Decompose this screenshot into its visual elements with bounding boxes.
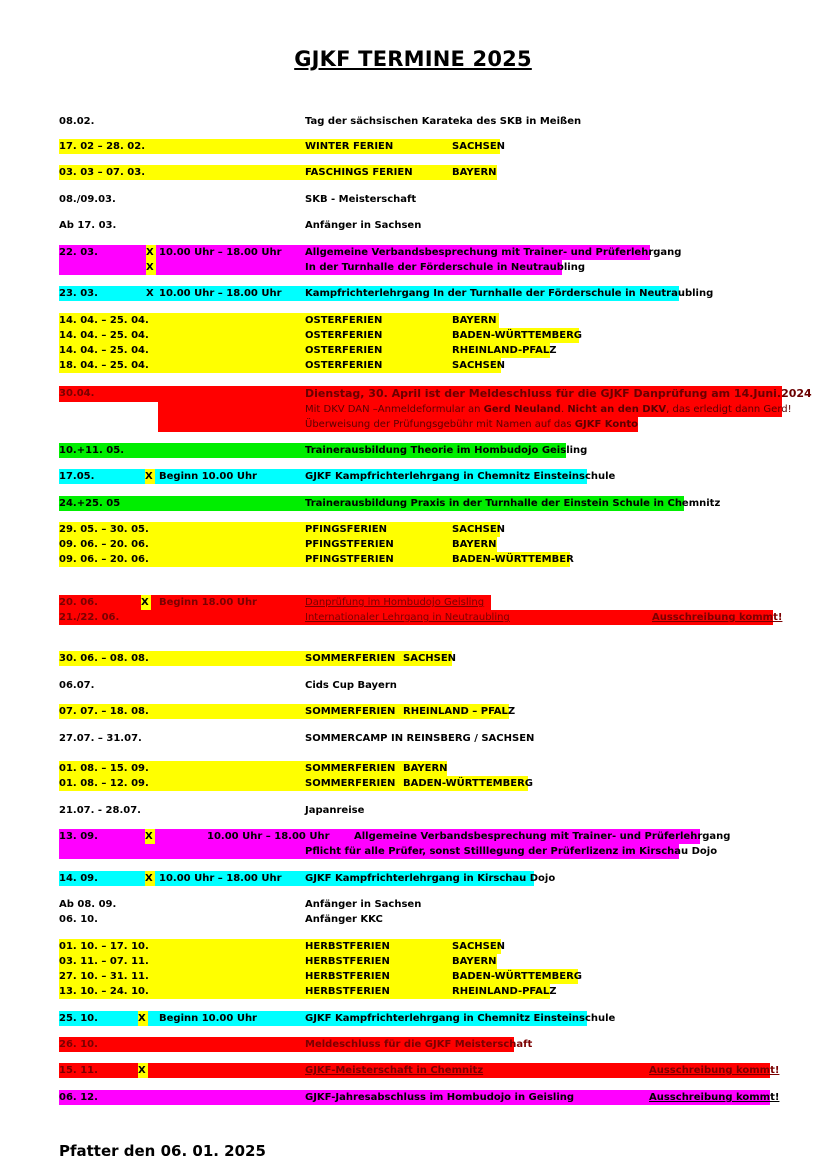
entry-region: BADEN-WÜRTTEMBER [452, 554, 574, 565]
entry-text-line [305, 417, 638, 432]
entry-text: OSTERFERIEN [305, 345, 383, 356]
entry-date: 08./09.03. [59, 194, 116, 205]
entry-text: Anfänger KKC [305, 914, 383, 925]
entry-text: HERBSTFERIEN [305, 971, 390, 982]
entry-region: SACHSEN [452, 360, 506, 371]
entry-note: Ausschreibung kommt! [652, 612, 783, 623]
entry-text: SOMMERFERIEN [305, 778, 396, 789]
entry-date: 01. 08. – 12. 09. [59, 778, 149, 789]
entry-text: HERBSTFERIEN [305, 941, 390, 952]
entry-date: 18. 04. – 25. 04. [59, 360, 149, 371]
entry-date: 27.07. – 31.07. [59, 733, 142, 744]
entry-text: OSTERFERIEN [305, 330, 383, 341]
entry-text: Anfänger in Sachsen [305, 899, 422, 910]
entry-text: OSTERFERIEN [305, 360, 383, 371]
entry-text: Tag der sächsischen Karateka des SKB in Meißen [305, 116, 582, 127]
entry-text-part: Nicht an den DKV [567, 404, 667, 415]
entry-date: 17.05. [59, 471, 95, 482]
entry-text-part: Überweisung der Prüfungsgebühr mit Namen auf das [305, 419, 575, 430]
entry-time: Beginn 10.00 Uhr [159, 1013, 257, 1024]
entry-region: BAYERN [452, 539, 497, 550]
entry-text: SOMMERFERIEN [305, 653, 396, 664]
entry-mark: X [141, 597, 149, 608]
entry-mark: X [145, 831, 153, 842]
entry-text: Kampfrichterlehrgang In der Turnhalle der Förderschule in Neutraubling [305, 288, 714, 299]
entry-date: 30. 06. – 08. 08. [59, 653, 149, 664]
entry-note: Ausschreibung kommt! [649, 1092, 780, 1103]
entry-date: 03. 03 – 07. 03. [59, 167, 145, 178]
entry-text: Trainerausbildung Praxis in der Turnhalle der Einstein Schule in Chemnitz [305, 498, 721, 509]
entry-text: PFINGSFERIEN [305, 524, 387, 535]
entry-text: SOMMERFERIEN [305, 763, 396, 774]
entry-text: Internationaler Lehrgang in Neutraubling [305, 612, 510, 623]
entry-text: Dienstag, 30. April ist der Meldeschluss für die GJKF Danprüfung am 14.Juni.2024 [305, 387, 812, 400]
entry-text: PFINGSTFERIEN [305, 539, 394, 550]
entry-region: BAYERN [452, 315, 497, 326]
entry-text: SOMMERCAMP IN REINSBERG / SACHSEN [305, 733, 535, 744]
entry-text-part: Gerd Neuland [483, 404, 561, 415]
entry-text-part: . [560, 404, 568, 415]
entry-text: GJKF Kampfrichterlehrgang in Chemnitz Einsteinschule [305, 1013, 616, 1024]
entry-text: Allgemeine Verbandsbesprechung mit Trainer- und Prüferlehrgang [354, 831, 731, 842]
entry-region: BAYERN [452, 956, 497, 967]
entry-text: OSTERFERIEN [305, 315, 383, 326]
entry-date: 09. 06. – 20. 06. [59, 539, 149, 550]
entry-date: 15. 11. [59, 1065, 98, 1076]
entry-note: Ausschreibung kommt! [649, 1065, 780, 1076]
entry-region: SACHSEN [452, 941, 506, 952]
entry-date: 06.07. [59, 680, 95, 691]
entry-text: Pflicht für alle Prüfer, sonst Stilllegung der Prüferlizenz im Kirschau Dojo [305, 846, 718, 857]
entry-mark: X [138, 1013, 146, 1024]
entry-text: Danprüfung im Hombudojo Geisling [305, 597, 485, 608]
entry-region: BAYERN [403, 763, 448, 774]
entry-text: Trainerausbildung Theorie im Hombudojo Geisling [305, 445, 588, 456]
entry-region: RHEINLAND – PFALZ [403, 706, 516, 717]
entry-date: 13. 10. – 24. 10. [59, 986, 149, 997]
entry-date: 13. 09. [59, 831, 98, 842]
entry-text: FASCHINGS FERIEN [305, 167, 413, 178]
entry-time: 10.00 Uhr – 18.00 Uhr [159, 247, 282, 258]
entry-date: 17. 02 – 28. 02. [59, 141, 145, 152]
entry-text: WINTER FERIEN [305, 141, 394, 152]
entry-region: RHEINLAND-PFALZ [452, 986, 557, 997]
entry-date: 08.02. [59, 116, 95, 127]
entry-date: 21./22. 06. [59, 612, 120, 623]
entry-mark: X [146, 262, 154, 273]
entry-region: SACHSEN [403, 653, 457, 664]
footer-date: Pfatter den 06. 01. 2025 [59, 1142, 266, 1160]
entry-time: 10.00 Uhr – 18.00 Uhr [159, 288, 282, 299]
page-title: GJKF TERMINE 2025 [294, 47, 532, 71]
entry-date: 14. 04. – 25. 04. [59, 345, 149, 356]
entry-date: 07. 07. – 18. 08. [59, 706, 149, 717]
entry-date: 27. 10. – 31. 11. [59, 971, 149, 982]
entry-text: SOMMERFERIEN [305, 706, 396, 717]
entry-text-part: Mit DKV DAN –Anmeldeformular an [305, 404, 484, 415]
entry-text: HERBSTFERIEN [305, 986, 390, 997]
entry-mark: X [146, 288, 154, 299]
entry-text: Cids Cup Bayern [305, 680, 397, 691]
entry-text: GJKF-Meisterschaft in Chemnitz [305, 1065, 484, 1076]
entry-text: Japanreise [305, 805, 365, 816]
entry-mark: X [145, 471, 153, 482]
entry-region: SACHSEN [452, 141, 506, 152]
entry-region: BADEN-WÜRTTEMBERG [452, 330, 582, 341]
entry-text: Anfänger in Sachsen [305, 220, 422, 231]
entry-text-line [305, 402, 792, 417]
entry-time: 10.00 Uhr – 18.00 Uhr [207, 831, 330, 842]
entry-region: RHEINLAND-PFALZ [452, 345, 557, 356]
entry-text: Allgemeine Verbandsbesprechung mit Trainer- und Prüferlehrgang [305, 247, 682, 258]
entry-date: 03. 11. – 07. 11. [59, 956, 149, 967]
entry-date: 20. 06. [59, 597, 98, 608]
entry-date: Ab 17. 03. [59, 220, 117, 231]
entry-date: 22. 03. [59, 247, 98, 258]
entry-date: 10.+11. 05. [59, 445, 125, 456]
entry-date: 14. 09. [59, 873, 98, 884]
entry-region: BADEN-WÜRTTEMBERG [452, 971, 582, 982]
entry-date: 09. 06. – 20. 06. [59, 554, 149, 565]
entry-date: 29. 05. – 30. 05. [59, 524, 149, 535]
entry-region: BADEN-WÜRTTEMBERG [403, 778, 533, 789]
entry-time: 10.00 Uhr – 18.00 Uhr [159, 873, 282, 884]
entry-text-part: GJKF Konto [574, 419, 638, 430]
entry-text: GJKF Kampfrichterlehrgang in Kirschau Dojo [305, 873, 556, 884]
entry-text: PFINGSTFERIEN [305, 554, 394, 565]
entry-date: 14. 04. – 25. 04. [59, 330, 149, 341]
entry-date: 26. 10. [59, 1039, 98, 1050]
entry-region: SACHSEN [452, 524, 506, 535]
entry-text: In der Turnhalle der Förderschule in Neutraubling [305, 262, 585, 273]
entry-time: Beginn 18.00 Uhr [159, 597, 257, 608]
entry-text: GJKF Kampfrichterlehrgang in Chemnitz Einsteinschule [305, 471, 616, 482]
entry-mark: X [146, 247, 154, 258]
entry-text: GJKF-Jahresabschluss im Hombudojo in Geisling [305, 1092, 575, 1103]
entry-date: 23. 03. [59, 288, 98, 299]
entry-date: 21.07. - 28.07. [59, 805, 141, 816]
entry-date: 06. 10. [59, 914, 98, 925]
entry-date: 30.04. [59, 388, 95, 399]
entry-region: BAYERN [452, 167, 497, 178]
entry-date: Ab 08. 09. [59, 899, 117, 910]
entry-mark: X [138, 1065, 146, 1076]
entry-text: HERBSTFERIEN [305, 956, 390, 967]
entry-text: Meldeschluss für die GJKF Meisterschaft [305, 1039, 533, 1050]
entry-date: 14. 04. – 25. 04. [59, 315, 149, 326]
entry-time: Beginn 10.00 Uhr [159, 471, 257, 482]
entry-date: 25. 10. [59, 1013, 98, 1024]
entry-date: 24.+25. 05 [59, 498, 121, 509]
entry-date: 06. 12. [59, 1092, 98, 1103]
entry-text: SKB - Meisterschaft [305, 194, 417, 205]
entry-date: 01. 10. – 17. 10. [59, 941, 149, 952]
entry-text-part: , das erledigt dann Gerd! [666, 404, 792, 415]
entry-date: 01. 08. – 15. 09. [59, 763, 149, 774]
entry-mark: X [145, 873, 153, 884]
